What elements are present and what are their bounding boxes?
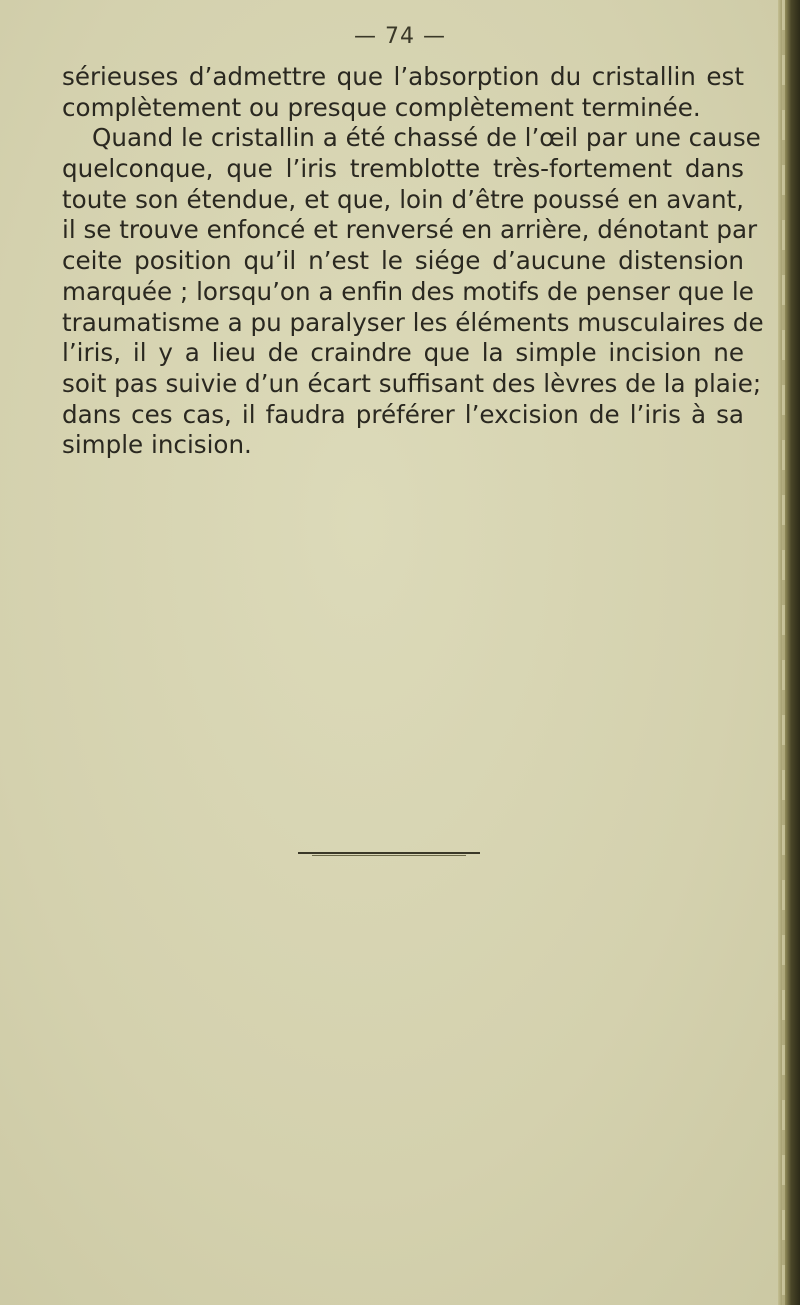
text-line: traumatisme a pu paralyser les éléments musculaires de <box>62 307 764 337</box>
text-line: dans ces cas, il faudra préférer l’excision de l’iris à sa <box>62 399 744 429</box>
text-line: quelconque, que l’iris tremblotte très-fortement dans <box>62 154 744 184</box>
text-line: simple incision. <box>62 430 252 460</box>
text-line: sérieuses d’admettre que l’absorption du cristallin est <box>62 62 744 91</box>
text-line: marquée ; lorsqu’on a enfin des motifs de penser que le <box>62 276 754 306</box>
section-end-rule <box>298 852 480 854</box>
book-binding-edge <box>778 0 800 1305</box>
text-line: soit pas suivie d’un écart suffisant des lèvres de la plaie; <box>62 368 762 398</box>
text-line: toute son étendue, et que, loin d’être poussé en avant, <box>62 184 744 214</box>
text-line: Quand le cristallin a été chassé de l’œil par une cause <box>92 123 761 153</box>
page-number: — 74 — <box>354 24 446 49</box>
text-line: l’iris, il y a lieu de craindre que la simple incision ne <box>62 338 744 368</box>
text-line: ceite position qu’il n’est le siége d’aucune distension <box>62 246 744 276</box>
body-text <box>62 62 764 461</box>
text-line: complètement ou presque complètement terminée. <box>62 92 701 122</box>
text-line: il se trouve enfoncé et renversé en arrière, dénotant par <box>62 215 758 245</box>
